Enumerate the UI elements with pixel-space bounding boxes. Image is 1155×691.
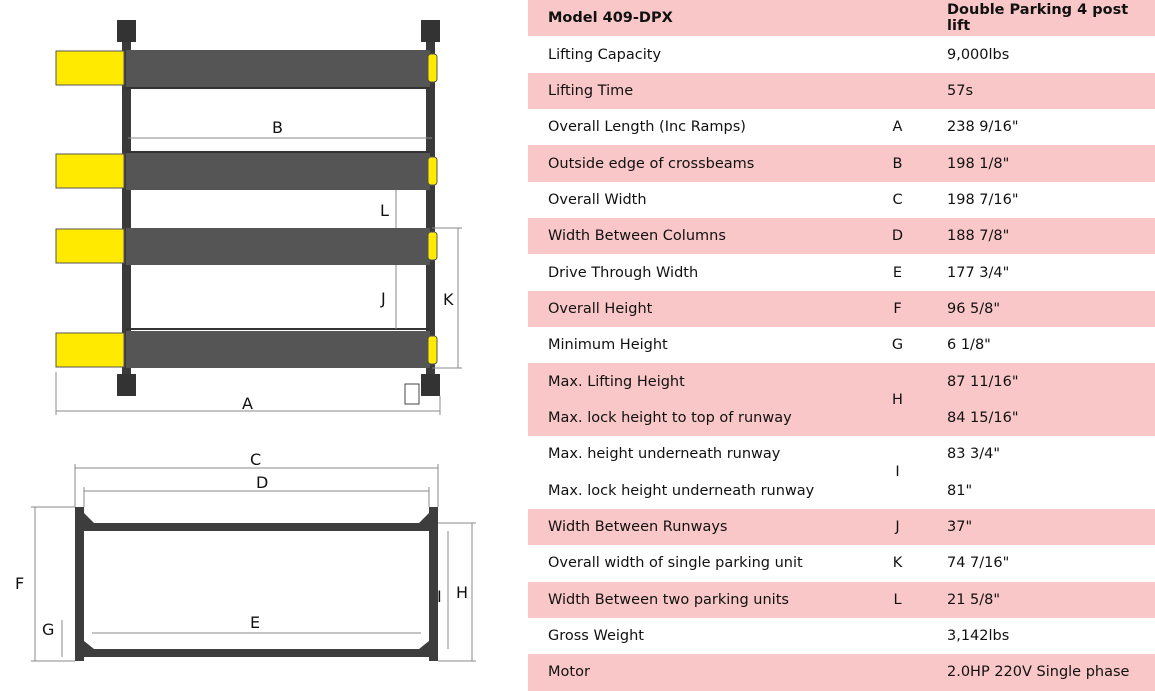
spec-row	[528, 327, 1155, 363]
spec-row	[528, 363, 1155, 399]
spec-code: G	[891, 337, 904, 354]
spec-code	[868, 0, 927, 36]
spec-row	[528, 400, 1155, 436]
spec-value: 37"	[947, 518, 973, 535]
spec-name: Overall Length (Inc Ramps)	[548, 119, 746, 136]
spec-name: Max. Lifting Height	[548, 373, 685, 390]
spec-row	[528, 254, 1155, 290]
spec-value: 9,000lbs	[947, 46, 1010, 63]
spec-code: A	[892, 119, 903, 136]
runway	[126, 50, 430, 87]
runway-stop	[428, 54, 437, 82]
post-base-top-right	[421, 20, 440, 42]
spec-name: Width Between Columns	[548, 228, 726, 245]
label-b: B	[272, 118, 283, 137]
spec-name: Outside edge of crossbeams	[548, 155, 755, 172]
top-view	[56, 20, 462, 415]
spec-code: E	[892, 264, 903, 281]
spec-row	[528, 582, 1155, 618]
spec-name: Width Between two parking units	[548, 591, 789, 608]
ramp	[56, 154, 124, 188]
spec-code	[868, 618, 927, 654]
label-e: E	[250, 613, 261, 632]
spec-table	[528, 0, 1155, 691]
label-c: C	[250, 450, 262, 469]
spec-value: 177 3/4"	[947, 264, 1010, 281]
spec-code	[868, 36, 927, 72]
spec-name: Overall Height	[548, 300, 653, 317]
runway	[126, 153, 430, 190]
gusset	[419, 513, 429, 523]
front-bottom-runway	[84, 649, 429, 657]
label-l: L	[380, 201, 389, 220]
spec-name: Overall Width	[548, 191, 647, 208]
spec-code	[868, 654, 927, 690]
ramp	[56, 51, 124, 85]
spec-value: 87 11/16"	[947, 373, 1019, 390]
spec-row	[528, 182, 1155, 218]
spec-row	[528, 73, 1155, 109]
spec-name: Max. lock height underneath runway	[548, 482, 815, 499]
spec-code: F	[893, 300, 902, 317]
ramp	[56, 333, 124, 367]
spec-value: 238 9/16"	[947, 119, 1019, 136]
model-name: Model 409-DPX	[548, 10, 673, 27]
spec-row	[528, 509, 1155, 545]
spec-value: 3,142lbs	[947, 628, 1010, 645]
spec-row	[528, 145, 1155, 181]
spec-row	[528, 436, 1155, 472]
spec-value: 198 1/8"	[947, 155, 1010, 172]
front-right-post	[429, 507, 438, 661]
spec-name: Overall width of single parking unit	[548, 555, 803, 572]
spec-value: 188 7/8"	[947, 228, 1010, 245]
spec-value: 198 7/16"	[947, 191, 1019, 208]
spec-value: 2.0HP 220V Single phase	[947, 664, 1130, 681]
spec-name: Max. lock height to top of runway	[548, 409, 792, 426]
label-d: D	[256, 473, 269, 492]
spec-row	[528, 36, 1155, 72]
spec-row	[528, 654, 1155, 690]
spec-name: Drive Through Width	[548, 264, 699, 281]
gusset	[419, 641, 429, 649]
spec-code	[868, 73, 927, 109]
front-left-post	[75, 507, 84, 661]
post-base-bottom-right	[421, 374, 440, 396]
gusset	[84, 641, 94, 649]
power-unit	[405, 384, 419, 404]
spec-row	[528, 472, 1155, 508]
spec-code: B	[892, 155, 903, 172]
spec-name: Lifting Time	[548, 82, 634, 99]
spec-row	[528, 109, 1155, 145]
spec-code: L	[893, 591, 902, 608]
spec-row	[528, 545, 1155, 581]
spec-name: Motor	[548, 664, 590, 681]
spec-name: Gross Weight	[548, 628, 644, 645]
label-i: I	[437, 587, 442, 606]
front-view	[15, 450, 476, 661]
spec-value: 96 5/8"	[947, 300, 1001, 317]
runway	[126, 331, 430, 368]
spec-value: 84 15/16"	[947, 409, 1019, 426]
label-f: F	[15, 574, 25, 593]
spec-value: 21 5/8"	[947, 591, 1001, 608]
spec-code: I	[895, 464, 900, 481]
spec-row	[528, 291, 1155, 327]
label-a: A	[242, 394, 253, 413]
spec-value: 74 7/16"	[947, 555, 1010, 572]
gusset	[84, 513, 94, 523]
label-k: K	[443, 290, 454, 309]
runway-stop	[428, 232, 437, 260]
spec-value: 81"	[947, 482, 973, 499]
spec-name: Width Between Runways	[548, 518, 728, 535]
ramp	[56, 229, 124, 263]
model-description: Double Parking 4 post lift	[947, 2, 1129, 35]
post-base-bottom-left	[117, 374, 136, 396]
spec-name: Max. height underneath runway	[548, 446, 781, 463]
spec-value: 6 1/8"	[947, 337, 991, 354]
spec-name: Lifting Capacity	[548, 46, 662, 63]
post-base-top-left	[117, 20, 136, 42]
spec-table-body	[528, 0, 1155, 691]
spec-row	[528, 218, 1155, 254]
label-h: H	[456, 583, 469, 602]
runway-stop	[428, 157, 437, 185]
runway-stop	[428, 336, 437, 364]
spec-value: 83 3/4"	[947, 446, 1001, 463]
spec-code: H	[892, 391, 903, 408]
spec-code: J	[895, 518, 900, 535]
spec-code: K	[892, 555, 903, 572]
front-top-beam	[84, 523, 429, 531]
spec-header-row	[528, 0, 1155, 36]
label-g: G	[42, 620, 55, 639]
lift-drawing	[0, 0, 528, 690]
label-j: J	[381, 289, 386, 308]
runway	[126, 228, 430, 265]
spec-code: D	[891, 228, 904, 245]
spec-value: 57s	[947, 82, 974, 99]
spec-name: Minimum Height	[548, 337, 668, 354]
spec-code: C	[892, 191, 903, 208]
spec-row	[528, 618, 1155, 654]
